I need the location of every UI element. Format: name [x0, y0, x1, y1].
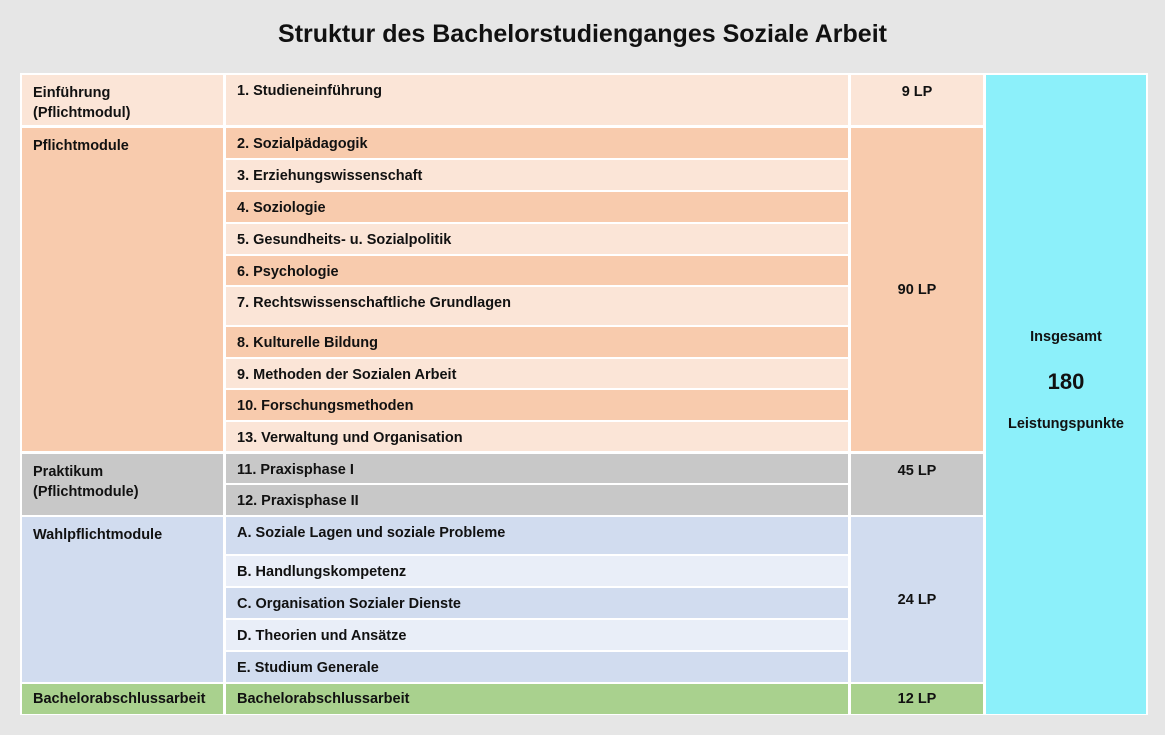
total-label-top: Insgesamt [1030, 329, 1102, 345]
module-cell: 13. Verwaltung und Organisation [226, 422, 848, 451]
structure-table [20, 73, 1148, 715]
module-cell: C. Organisation Sozialer Dienste [226, 588, 848, 618]
lp-pflicht: 90 LP [851, 128, 983, 451]
module-cell: Bachelorabschlussarbeit [226, 684, 848, 714]
total-credits-panel [986, 75, 1146, 714]
total-value: 180 [1047, 369, 1085, 394]
group-label-wahl: Wahlpflichtmodule [22, 517, 223, 682]
module-cell: D. Theorien und Ansätze [226, 620, 848, 650]
lp-wahl: 24 LP [851, 517, 983, 682]
module-cell: 8. Kulturelle Bildung [226, 327, 848, 357]
module-cell: A. Soziale Lagen und soziale Probleme [226, 517, 848, 554]
total-label-bottom: Leistungspunkte [1007, 416, 1124, 432]
group-label-abschluss: Bachelorabschlussarbeit [22, 684, 223, 714]
module-cell: 5. Gesundheits- u. Sozialpolitik [226, 224, 848, 254]
einfuehrung-label-line2: (Pflichtmodul) [33, 105, 131, 121]
module-cell: 6. Psychologie [226, 256, 848, 285]
einfuehrung-label-line1: Einführung [33, 85, 111, 101]
module-cell: 4. Soziologie [226, 192, 848, 222]
module-cell: 1. Studieneinführung [226, 75, 848, 125]
group-label-pflicht: Pflichtmodule [22, 128, 223, 451]
module-cell: 7. Rechtswissenschaftliche Grundlagen [226, 287, 848, 325]
module-cell: 9. Methoden der Sozialen Arbeit [226, 359, 848, 388]
module-cell: 11. Praxisphase I [226, 454, 848, 483]
lp-abschluss: 12 LP [851, 684, 983, 714]
module-cell: E. Studium Generale [226, 652, 848, 682]
module-cell: B. Handlungskompetenz [226, 556, 848, 586]
group-label-praktikum [22, 454, 223, 515]
group-label-einfuehrung [22, 75, 223, 125]
module-cell: 2. Sozialpädagogik [226, 128, 848, 158]
module-cell: 3. Erziehungswissenschaft [226, 160, 848, 190]
lp-einfuehrung: 9 LP [851, 75, 983, 125]
module-cell: 12. Praxisphase II [226, 485, 848, 515]
praktikum-label-line1: Praktikum [33, 464, 104, 480]
page-title: Struktur des Bachelorstudienganges Soziale Arbeit [278, 20, 887, 48]
module-cell: 10. Forschungsmethoden [226, 390, 848, 420]
lp-praktikum: 45 LP [851, 454, 983, 515]
praktikum-label-line2: (Pflichtmodule) [33, 484, 139, 500]
